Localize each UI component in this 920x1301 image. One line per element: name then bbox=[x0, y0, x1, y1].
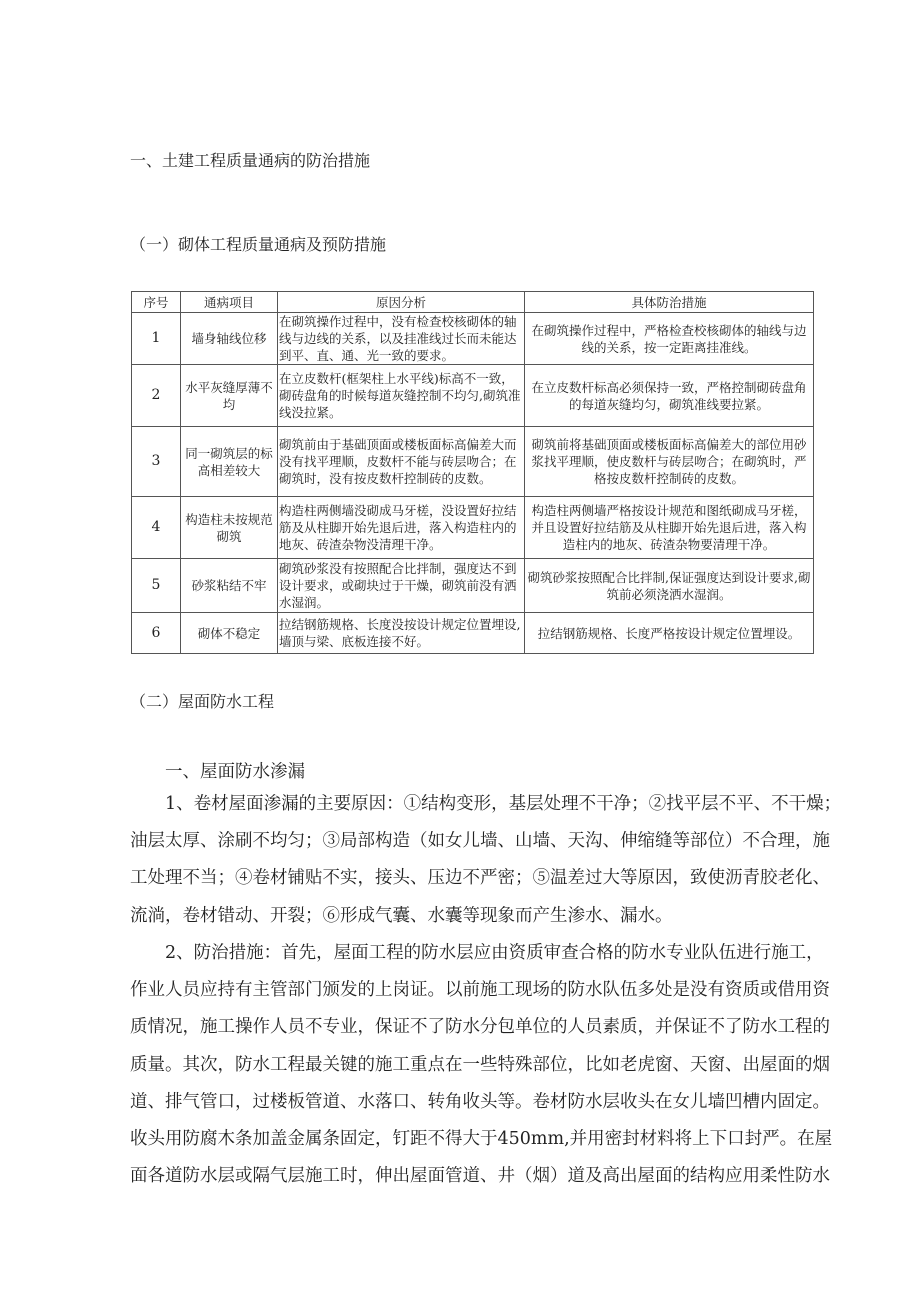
text-line: 工处理不当；④卷材铺贴不实，接头、压边不严密；⑤温差过大等原因，致使沥青胶老化、 bbox=[130, 868, 830, 889]
text-line: 1、卷材屋面渗漏的主要原因：①结构变形，基层处理不干净；②找平层不平、不干燥； bbox=[165, 794, 842, 814]
defect-item: 砂浆粘结不牢 bbox=[181, 559, 278, 613]
section-heading: 一、土建工程质量通病的防治措施 bbox=[130, 151, 371, 170]
paragraph-causes bbox=[130, 786, 842, 935]
prevention-measure: 在砌筑操作过程中，严格检查校核砌体的轴线与边线的关系，按一定距离挂准线。 bbox=[525, 313, 814, 365]
text-line: 质量。其次，防水工程最关键的施工重点在一些特殊部位，比如老虎窗、天窗、出屋面的烟 bbox=[130, 1054, 830, 1075]
text-line: 质情况，施工操作人员不专业，保证不了防水分包单位的人员素质，并保证不了防水工程的 bbox=[130, 1017, 830, 1038]
roof-leak-heading: 一、屋面防水渗漏 bbox=[165, 762, 305, 782]
table-row bbox=[132, 313, 814, 365]
table-row bbox=[132, 613, 814, 654]
table-row bbox=[132, 559, 814, 613]
cause-analysis: 砌筑前由于基础顶面或楼板面标高偏差大而没有找平理顺，皮数杆不能与砖层吻合；在砌筑时，没有按皮数杆控制砖的皮数。 bbox=[278, 427, 525, 497]
subsection-heading: （一）砌体工程质量通病及预防措施 bbox=[130, 235, 387, 254]
table-row bbox=[132, 497, 814, 559]
cause-analysis: 砌筑砂浆没有按照配合比拌制，强度达不到设计要求，或砌块过于干燥，砌筑前没有洒水湿润。 bbox=[278, 559, 525, 613]
table-row bbox=[132, 365, 814, 427]
text-line: 流淌，卷材错动、开裂；⑥形成气囊、水囊等现象而产生渗水、漏水。 bbox=[130, 905, 673, 926]
row-number: 5 bbox=[132, 559, 181, 613]
text-line: 收头用防腐木条加盖金属条固定，钉距不得大于450mm,并用密封材料将上下口封严。在屋 bbox=[130, 1129, 833, 1150]
row-number: 1 bbox=[132, 313, 181, 365]
defect-item: 水平灰缝厚薄不均 bbox=[181, 365, 278, 427]
header-cause: 原因分析 bbox=[278, 292, 525, 313]
table-row bbox=[132, 427, 814, 497]
row-number: 2 bbox=[132, 365, 181, 427]
row-number: 6 bbox=[132, 613, 181, 654]
header-no: 序号 bbox=[132, 292, 181, 313]
cause-analysis: 在砌筑操作过程中，没有检查校核砌体的轴线与边线的关系，以及挂准线过长而未能达到平、直、通、光一致的要求。 bbox=[278, 313, 525, 365]
header-item: 通病项目 bbox=[181, 292, 278, 313]
cause-analysis: 构造柱两侧墙没砌成马牙槎，没设置好拉结筋及从柱脚开始先退后进，落入构造柱内的地灰、砖渣杂物没清理干净。 bbox=[278, 497, 525, 559]
defect-item: 构造柱未按规范砌筑 bbox=[181, 497, 278, 559]
text-line: 油层太厚、涂刷不均匀；③局部构造（如女儿墙、山墙、天沟、伸缩缝等部位）不合理，施 bbox=[130, 831, 830, 852]
text-line: 面各道防水层或隔气层施工时，伸出屋面管道、井（烟）道及高出屋面的结构应用柔性防水 bbox=[130, 1166, 830, 1187]
text-line: 道、排气管口，过楼板管道、水落口、转角收头等。卷材防水层收头在女儿墙凹槽内固定。 bbox=[130, 1091, 830, 1112]
defect-item: 同一砌筑层的标高相差较大 bbox=[181, 427, 278, 497]
text-line: 作业人员应持有主管部门颁发的上岗证。以前施工现场的防水队伍多处是没有资质或借用资 bbox=[130, 980, 830, 1001]
defect-item: 砌体不稳定 bbox=[181, 613, 278, 654]
row-number: 4 bbox=[132, 497, 181, 559]
prevention-measure: 在立皮数杆标高必须保持一致，严格控制砌砖盘角的每道灰缝均匀，砌筑准线要拉紧。 bbox=[525, 365, 814, 427]
text-line: 2、防治措施：首先，屋面工程的防水层应由资质审查合格的防水专业队伍进行施工， bbox=[165, 943, 824, 963]
prevention-measure: 拉结钢筋规格、长度严格按设计规定位置埋设。 bbox=[525, 613, 814, 654]
prevention-measure: 构造柱两侧墙严格按设计规范和图纸砌成马牙槎，并且设置好拉结筋及从柱脚开始先退后进，落入构造柱内的地灰、砖渣杂物要清理干净。 bbox=[525, 497, 814, 559]
cause-analysis: 拉结钢筋规格、长度没按设计规定位置埋设,墙顶与梁、底板连接不好。 bbox=[278, 613, 525, 654]
paragraph-measures bbox=[130, 935, 833, 1195]
header-measure: 具体防治措施 bbox=[525, 292, 814, 313]
table-header-row bbox=[132, 292, 814, 313]
prevention-measure: 砌筑前将基础顶面或楼板面标高偏差大的部位用砂浆找平理顺，使皮数杆与砖层吻合；在砌筑时，严格按皮数杆控制砖的皮数。 bbox=[525, 427, 814, 497]
subsection-heading-roof: （二）屋面防水工程 bbox=[130, 692, 275, 711]
row-number: 3 bbox=[132, 427, 181, 497]
defect-item: 墙身轴线位移 bbox=[181, 313, 278, 365]
prevention-measure: 砌筑砂浆按照配合比拌制,保证强度达到设计要求,砌筑前必须浇洒水湿润。 bbox=[525, 559, 814, 613]
cause-analysis: 在立皮数杆(框架柱上水平线)标高不一致，砌砖盘角的时候每道灰缝控制不均匀,砌筑准线没拉紧。 bbox=[278, 365, 525, 427]
masonry-defects-table bbox=[131, 291, 814, 654]
